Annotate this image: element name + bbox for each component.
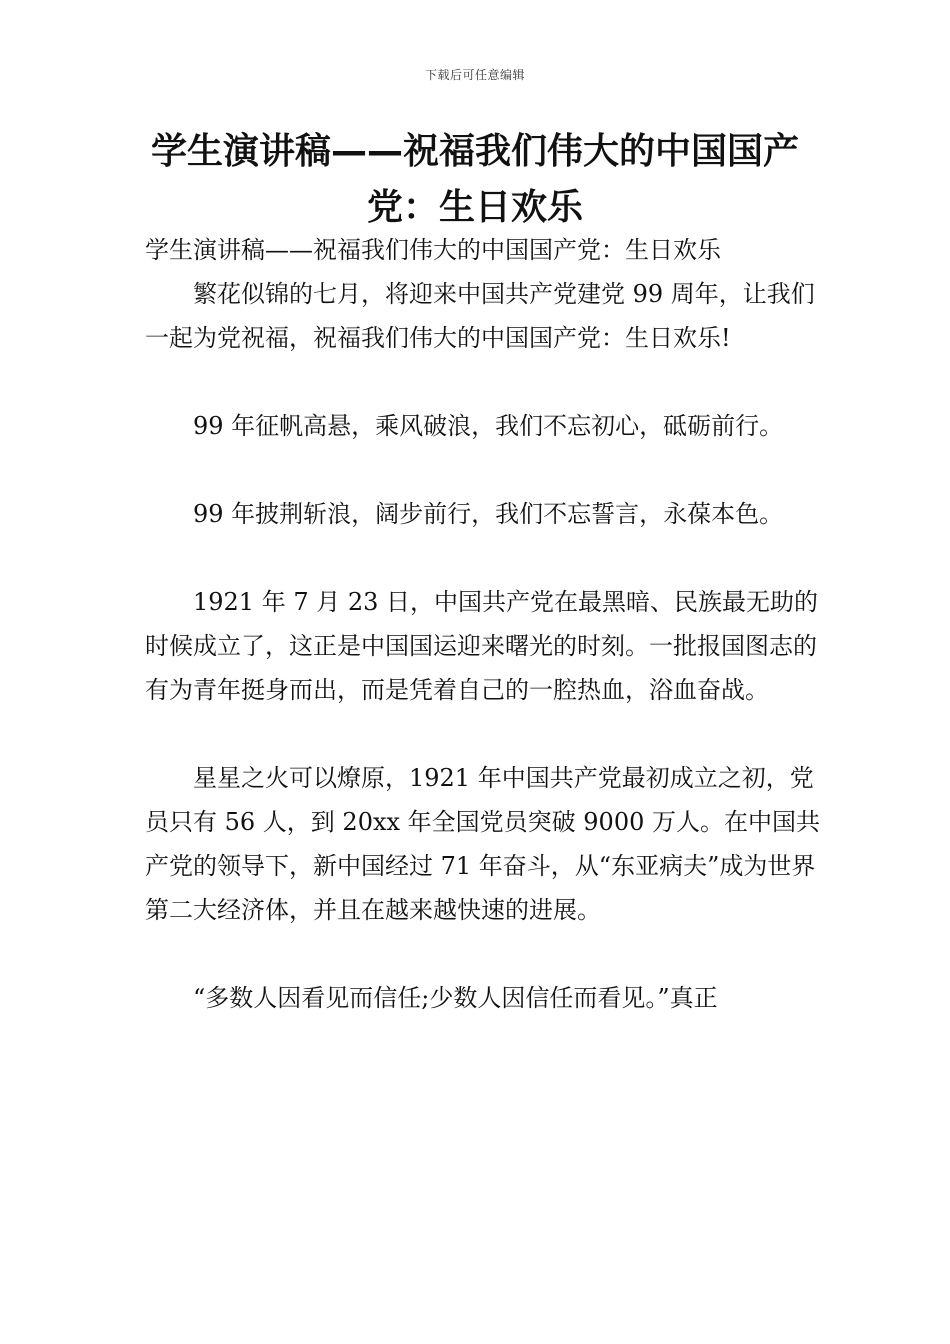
paragraph-3: 99 年披荆斩浪，阔步前行，我们不忘誓言，永葆本色。	[193, 500, 784, 528]
paragraph-gap	[145, 360, 820, 404]
paragraph-6: “多数人因看见而信任;少数人因信任而看见。”真正	[193, 984, 718, 1012]
document-body	[145, 228, 820, 1020]
document-title: 学生演讲稿——祝福我们伟大的中国国产党：生日欢乐	[150, 131, 799, 228]
paragraph-5: 星星之火可以燎原，1921 年中国共产党最初成立之初，党员只有 56 人，到 20xx 年全国党员突破 9000 万人。在中国共产党的领导下，新中国经过 71 年奋斗，从“东亚病夫”成为世界第二大经济体，并且在越来越快速的进展。	[145, 764, 820, 924]
paragraph-gap	[145, 448, 820, 492]
paragraph-gap	[145, 536, 820, 580]
paragraph-2: 99 年征帆高悬，乘风破浪，我们不忘初心，砥砺前行。	[193, 412, 784, 440]
paragraph-gap	[145, 932, 820, 976]
header-note: 下载后可任意编辑	[424, 68, 525, 82]
paragraph-1: 繁花似锦的七月，将迎来中国共产党建党 99 周年，让我们一起为党祝福，祝福我们伟大的中国国产党：生日欢乐!	[145, 280, 815, 352]
paragraph-4: 1921 年 7 月 23 日，中国共产党在最黑暗、民族最无助的时候成立了，这正是中国国运迎来曙光的时刻。一批报国图志的有为青年挺身而出，而是凭着自己的一腔热血，浴血奋战。	[145, 588, 819, 704]
subtitle-line: 学生演讲稿——祝福我们伟大的中国国产党：生日欢乐	[145, 236, 721, 264]
paragraph-gap	[145, 712, 820, 756]
